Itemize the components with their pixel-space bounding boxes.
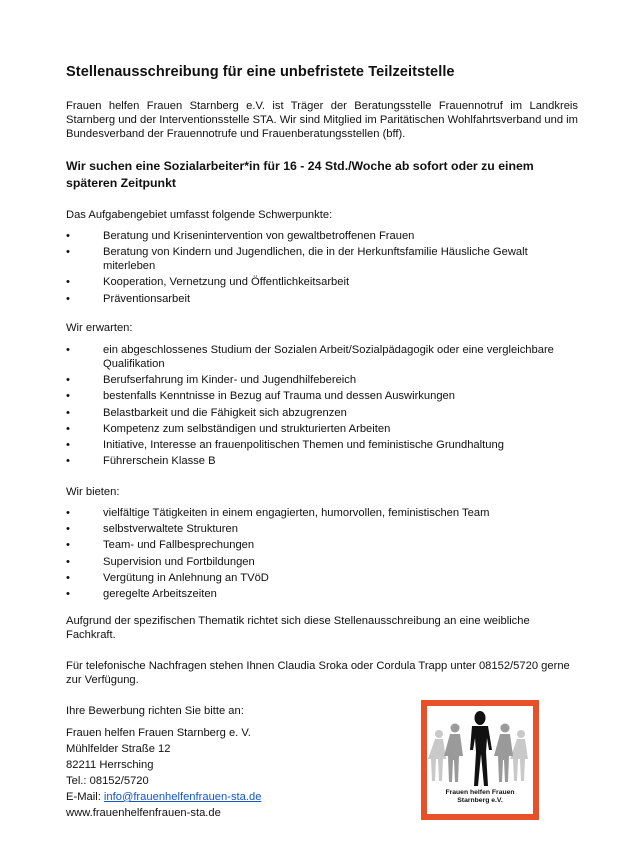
list-item: • Team- und Fallbesprechungen	[66, 539, 255, 552]
bullet-icon: •	[66, 292, 70, 305]
contact-address	[66, 725, 366, 821]
list-item: • Initiative, Interesse an frauenpolitischen Themen und feministische Grundhaltung	[66, 438, 504, 451]
logo-text: Frauen helfen Frauen Starnberg e.V.	[445, 789, 515, 804]
list-item: • bestenfalls Kenntnisse in Bezug auf Trauma und dessen Auswirkungen	[66, 390, 456, 403]
intro-paragraph: Frauen helfen Frauen Starnberg e.V. ist Träger der Beratungsstelle Frauennotruf im Landkreis Starnberg und der Interventionsstelle STA. Wir sind Mitglied im Paritätischen Wohlfahrtsverband und im Bundesverband der Frauennotrufe und Frauenberatungsstellen (bff).	[66, 100, 578, 140]
contact-phone: Tel.: 08152/5720	[66, 775, 149, 787]
contact-city: 82211 Herrsching	[66, 759, 154, 771]
expect-heading: Wir erwarten:	[66, 322, 133, 334]
list-item: • geregelte Arbeitszeiten	[66, 587, 217, 600]
bullet-icon: •	[66, 390, 70, 403]
bullet-icon: •	[66, 539, 70, 552]
logo-inner	[427, 706, 533, 814]
offer-list	[66, 506, 578, 603]
list-item: • Supervision und Fortbildungen	[66, 555, 255, 568]
contact-website: www.frauenhelfenfrauen-sta.de	[66, 807, 221, 819]
phone-paragraph: Für telefonische Nachfragen stehen Ihnen Claudia Sroka oder Cordula Trapp unter 08152/5720 gerne zur Verfügung.	[66, 660, 570, 686]
organization-logo	[421, 700, 539, 820]
bullet-icon: •	[66, 587, 70, 600]
apply-heading: Ihre Bewerbung richten Sie bitte an:	[66, 705, 244, 717]
list-item: • Präventionsarbeit	[66, 292, 191, 305]
bullet-icon: •	[66, 230, 70, 242]
bullet-icon: •	[66, 507, 70, 519]
bullet-icon: •	[66, 246, 70, 259]
list-item: • Beratung von Kindern und Jugendlichen, die in der Herkunftsfamilie Häusliche Gewalt miterleben	[66, 246, 528, 273]
bullet-icon: •	[66, 406, 70, 419]
list-item: • Vergütung in Anlehnung an TVöD	[66, 571, 269, 584]
contact-email-line: E-Mail: info@frauenhelfenfrauen-sta.de	[66, 791, 262, 803]
list-item: • Kooperation, Vernetzung und Öffentlichkeitsarbeit	[66, 276, 350, 289]
bullet-icon: •	[66, 344, 70, 356]
bullet-icon: •	[66, 555, 70, 568]
list-item: • ein abgeschlossenes Studium der Sozialen Arbeit/Sozialpädagogik oder eine vergleichbare Qualifikation	[66, 344, 554, 370]
email-link[interactable]: info@frauenhelfenfrauen-sta.de	[103, 791, 262, 803]
contact-org: Frauen helfen Frauen Starnberg e. V.	[66, 727, 251, 739]
offer-heading: Wir bieten:	[66, 486, 120, 498]
bullet-icon: •	[66, 374, 70, 387]
bullet-icon: •	[66, 455, 70, 468]
contact-street: Mühlfelder Straße 12	[66, 743, 171, 755]
list-item: • Kompetenz zum selbständigen und strukturierten Arbeiten	[66, 422, 391, 435]
bullet-icon: •	[66, 422, 70, 435]
list-item: • selbstverwaltete Strukturen	[66, 523, 238, 536]
list-item: • vielfältige Tätigkeiten in einem engagierten, humorvollen, feministischen Team	[66, 507, 490, 519]
bullet-icon: •	[66, 523, 70, 536]
note-paragraph: Aufgrund der spezifischen Thematik richtet sich diese Stellenausschreibung an eine weibliche Fachkraft.	[66, 615, 530, 641]
list-item: • Berufserfahrung im Kinder- und Jugendhilfebereich	[66, 374, 357, 387]
bullet-icon: •	[66, 438, 70, 451]
tasks-heading: Das Aufgabengebiet umfasst folgende Schwerpunkte:	[66, 209, 333, 221]
list-item: • Führerschein Klasse B	[66, 455, 216, 468]
expect-list	[66, 343, 578, 470]
job-subheading: Wir suchen eine Sozialarbeiter*in für 16 - 24 Std./Woche ab sofort oder zu einem späteren Zeitpunkt	[66, 159, 534, 190]
bullet-icon: •	[66, 276, 70, 289]
women-silhouettes-icon	[427, 706, 533, 790]
list-item: • Belastbarkeit und die Fähigkeit sich abzugrenzen	[66, 406, 347, 419]
page-title: Stellenausschreibung für eine unbefristete Teilzeitstelle	[66, 64, 455, 80]
list-item: • Beratung und Krisenintervention von gewaltbetroffenen Frauen	[66, 230, 415, 242]
bullet-icon: •	[66, 571, 70, 584]
tasks-list	[66, 229, 578, 308]
